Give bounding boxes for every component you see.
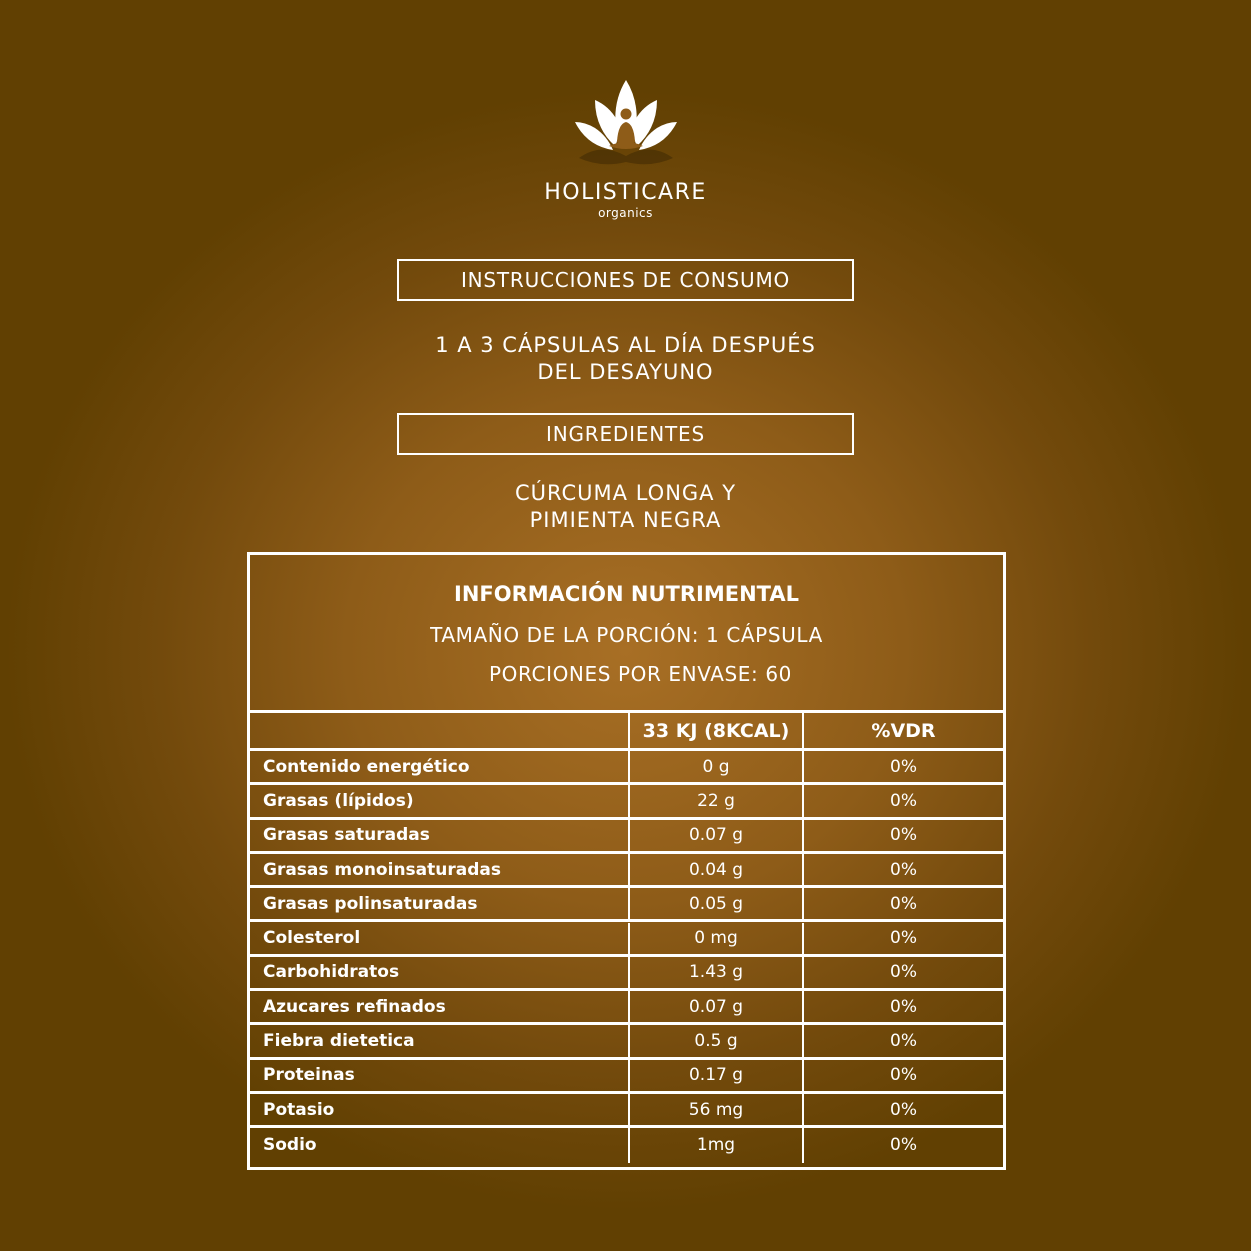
- nutrient-name: Proteinas: [263, 1065, 355, 1086]
- table-row: [250, 820, 1003, 854]
- nutrient-vdr: 0%: [802, 785, 1003, 816]
- column-header-energy: 33 KJ (8KCAL): [628, 713, 802, 748]
- table-row: [250, 1060, 1003, 1094]
- instructions-line-2: DEL DESAYUNO: [537, 360, 714, 384]
- column-header-name: [250, 713, 628, 748]
- nutrient-value: 22 g: [628, 785, 802, 816]
- instructions-text: [0, 332, 1251, 386]
- nutrient-value: 0.04 g: [628, 854, 802, 885]
- brand-name: HOLISTICARE: [544, 180, 707, 205]
- ingredients-line-2: PIMIENTA NEGRA: [529, 508, 722, 532]
- nutrient-vdr: 0%: [802, 923, 1003, 954]
- nutrient-vdr: 0%: [802, 888, 1003, 919]
- nutrient-value: 1.43 g: [628, 957, 802, 988]
- table-row: [250, 751, 1003, 785]
- nutrient-value: 0.07 g: [628, 991, 802, 1022]
- servings-per-container: PORCIONES POR ENVASE: 60: [489, 662, 792, 686]
- serving-size: TAMAÑO DE LA PORCIÓN: 1 CÁPSULA: [430, 623, 823, 647]
- nutrient-value: 0.07 g: [628, 820, 802, 851]
- nutrient-name: Azucares refinados: [263, 996, 446, 1017]
- nutrient-vdr: 0%: [802, 751, 1003, 782]
- table-row: [250, 957, 1003, 991]
- table-row: [250, 1094, 1003, 1128]
- table-row: [250, 854, 1003, 888]
- instructions-line-1: 1 A 3 CÁPSULAS AL DÍA DESPUÉS: [435, 333, 816, 357]
- nutrient-vdr: 0%: [802, 820, 1003, 851]
- ingredients-heading: INGREDIENTES: [397, 413, 854, 455]
- nutrient-name: Colesterol: [263, 928, 361, 949]
- ingredients-text: [0, 480, 1251, 534]
- nutrient-value: 0.05 g: [628, 888, 802, 919]
- nutrient-name: Sodio: [263, 1135, 317, 1156]
- column-header-row: [250, 713, 1003, 751]
- nutrient-name: Contenido energético: [263, 756, 470, 777]
- table-row: [250, 1025, 1003, 1059]
- nutrition-table: [247, 552, 1006, 1170]
- nutrient-name: Grasas polinsaturadas: [263, 893, 478, 914]
- nutrient-value: 0 mg: [628, 923, 802, 954]
- nutrient-name: Carbohidratos: [263, 962, 400, 983]
- nutrition-title: INFORMACIÓN NUTRIMENTAL: [454, 582, 799, 606]
- nutrient-vdr: 0%: [802, 991, 1003, 1022]
- nutrient-value: 0 g: [628, 751, 802, 782]
- nutrient-vdr: 0%: [802, 957, 1003, 988]
- lotus-meditation-icon: [571, 76, 681, 172]
- table-row: [250, 1128, 1003, 1162]
- nutrient-value: 0.17 g: [628, 1060, 802, 1091]
- nutrient-name: Potasio: [263, 1099, 335, 1120]
- nutrient-vdr: 0%: [802, 1094, 1003, 1125]
- nutrient-vdr: 0%: [802, 854, 1003, 885]
- table-row: [250, 888, 1003, 922]
- column-header-vdr: %VDR: [802, 713, 1003, 748]
- instructions-heading: INSTRUCCIONES DE CONSUMO: [397, 259, 854, 301]
- nutrient-vdr: 0%: [802, 1025, 1003, 1056]
- nutrient-name: Grasas (lípidos): [263, 790, 414, 811]
- nutrient-value: 1mg: [628, 1128, 802, 1162]
- nutrient-value: 56 mg: [628, 1094, 802, 1125]
- table-row: [250, 991, 1003, 1025]
- table-row: [250, 785, 1003, 819]
- nutrient-value: 0.5 g: [628, 1025, 802, 1056]
- table-row: [250, 923, 1003, 957]
- nutrient-vdr: 0%: [802, 1128, 1003, 1162]
- nutrient-name: Grasas monoinsaturadas: [263, 859, 501, 880]
- ingredients-line-1: CÚRCUMA LONGA Y: [514, 481, 737, 505]
- nutrient-vdr: 0%: [802, 1060, 1003, 1091]
- nutrient-name: Grasas saturadas: [263, 825, 430, 846]
- brand-subtitle: organics: [598, 206, 653, 220]
- brand-logo: [0, 76, 1251, 172]
- nutrient-name: Fiebra dietetica: [263, 1031, 415, 1052]
- nutrition-header: [250, 555, 1003, 713]
